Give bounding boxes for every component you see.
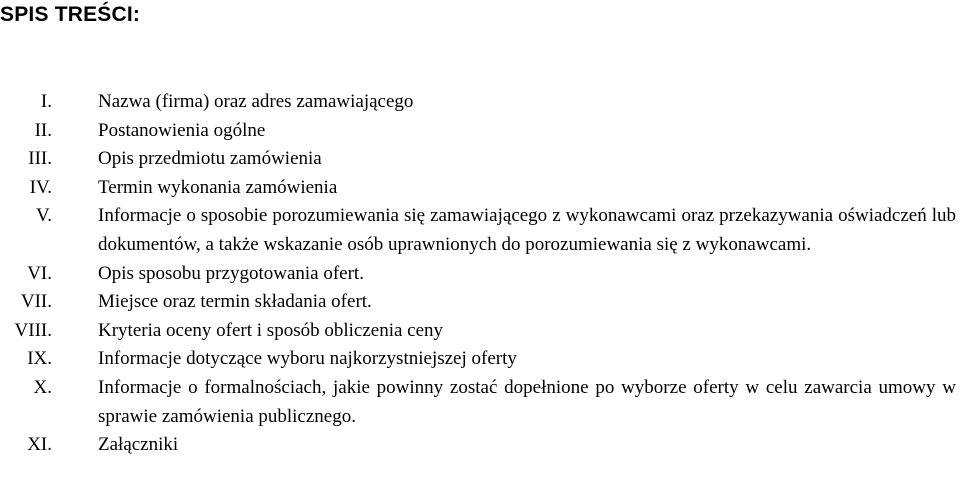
toc-item-number: IV. [29, 176, 52, 198]
toc-item-number: XI. [27, 434, 52, 456]
toc-item-5 [0, 202, 960, 259]
toc-item-text: Miejsce oraz termin składania ofert. [98, 291, 372, 313]
toc-item-text: Postanowienia ogólne [98, 119, 266, 141]
toc-item-number: III. [28, 148, 52, 170]
toc-item-text: Informacje o sposobie porozumiewania się zamawiającego z wykonawcami oraz przekazywania oświadczeń lub dokumentów, a także wskazanie osób uprawnionych do porozumiewania się z wykonawcami. [98, 205, 956, 255]
toc-item-9 [0, 345, 960, 374]
toc-item-text: Informacje o formalnościach, jakie powinny zostać dopełnione po wyborze oferty w celu zawarcia umowy w sprawie zamówienia publicznego. [98, 376, 956, 427]
toc-item-1 [0, 88, 960, 117]
toc-item-text: Termin wykonania zamówienia [98, 176, 338, 198]
toc-item-text: Kryteria oceny ofert i sposób obliczenia ceny [98, 319, 444, 341]
toc-item-number: II. [34, 119, 52, 141]
toc-item-8 [0, 317, 960, 346]
toc-item-number: VIII. [14, 319, 52, 341]
toc-item-4 [0, 174, 960, 203]
toc-item-number: I. [40, 91, 52, 112]
toc-item-2 [0, 117, 960, 146]
page-title: SPIS TREŚCI: [0, 3, 141, 26]
toc-item-number: VII. [20, 291, 52, 313]
toc-item-3 [0, 145, 960, 174]
toc-item-text: Opis sposobu przygotowania ofert. [98, 262, 364, 284]
toc-item-number: IX. [27, 348, 52, 370]
toc-item-number: VI. [27, 262, 52, 284]
toc-item-11 [0, 431, 960, 460]
toc-item-number: X. [33, 376, 52, 398]
toc-item-6 [0, 260, 960, 289]
table-of-contents [0, 88, 960, 460]
toc-item-7 [0, 288, 960, 317]
toc-item-text: Informacje dotyczące wyboru najkorzystniejszej oferty [98, 348, 517, 370]
toc-item-text: Załączniki [98, 434, 179, 456]
toc-item-10 [0, 374, 960, 431]
toc-item-text: Nazwa (firma) oraz adres zamawiającego [98, 91, 414, 112]
toc-item-text: Opis przedmiotu zamówienia [98, 148, 322, 170]
toc-item-number: V. [35, 205, 52, 227]
